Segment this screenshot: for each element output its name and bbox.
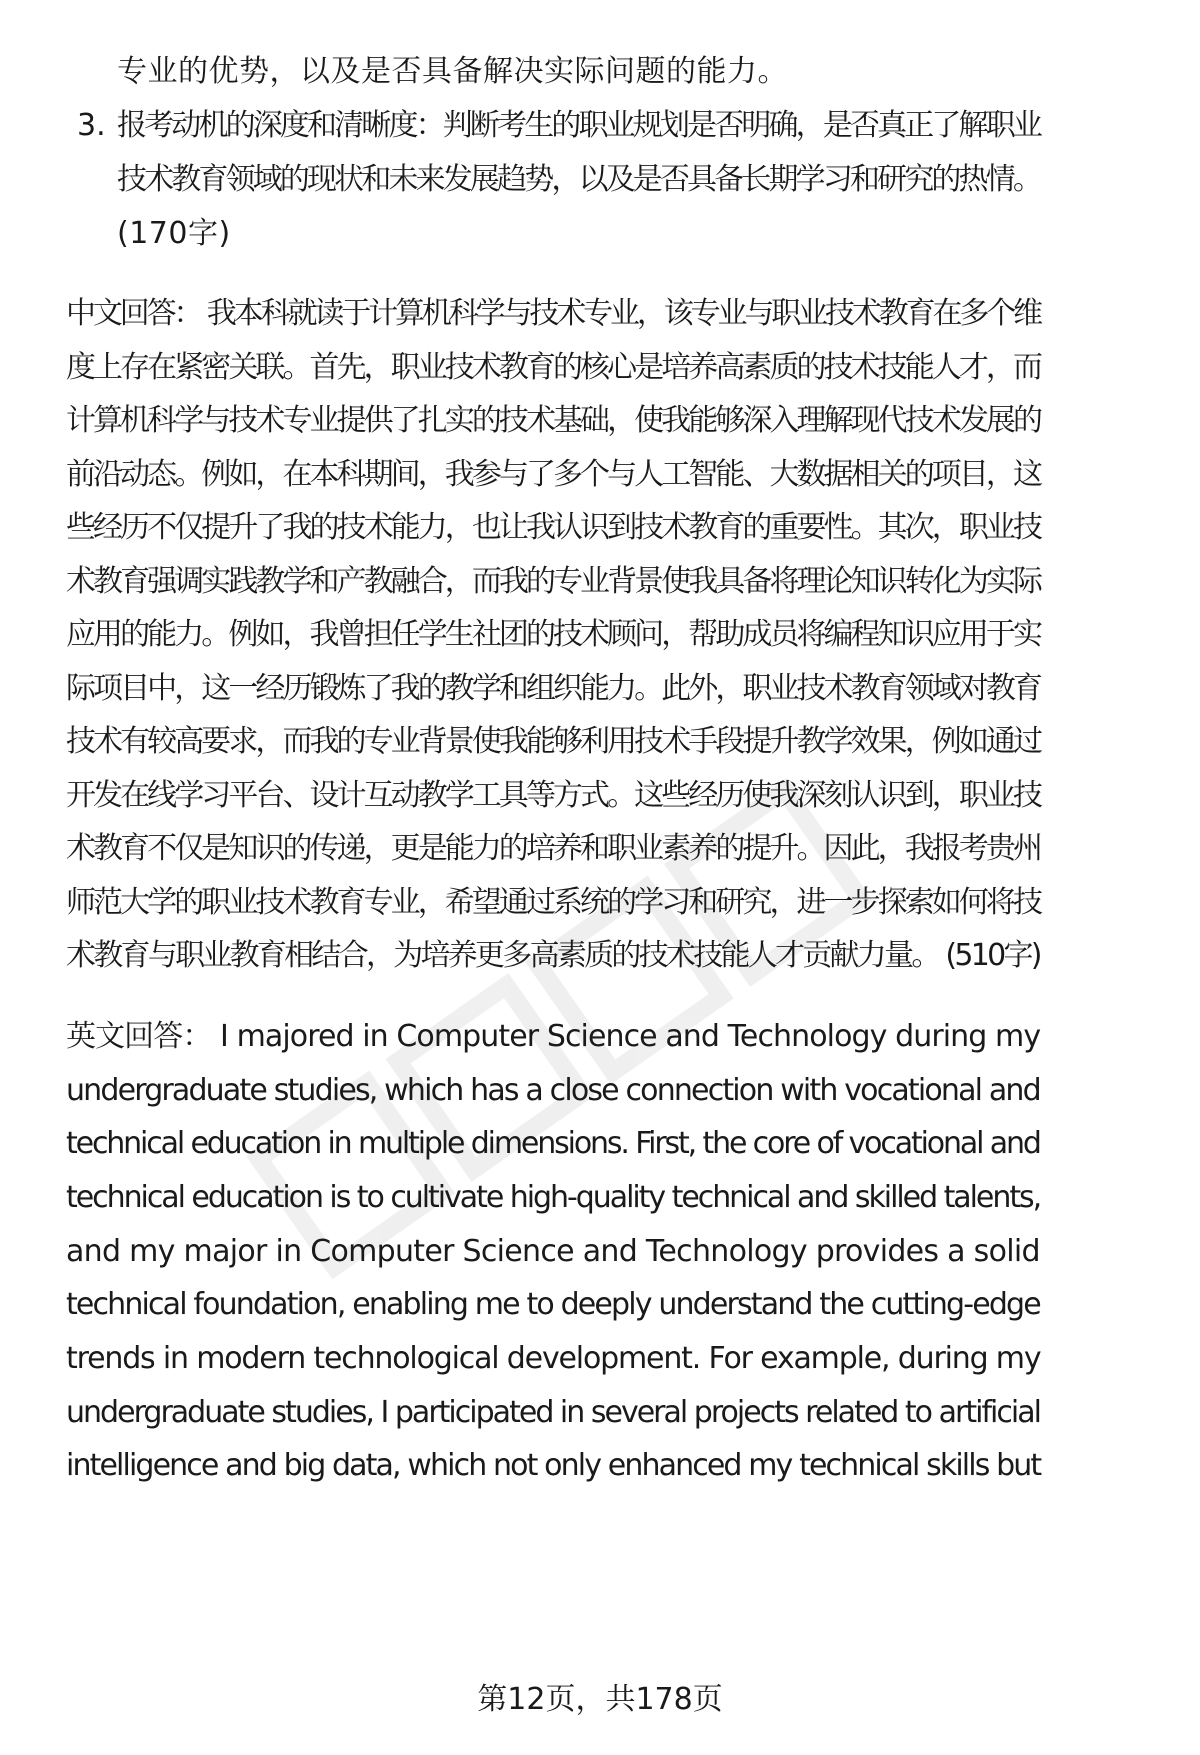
english-answer-line: intelligence and big data, which not only enhanced my technical skills but — [66, 1448, 1041, 1483]
page-number-footer: 第12页，共178页 — [477, 1682, 723, 1717]
chinese-answer-line: 师范大学的职业技术教育专业，希望通过系统的学习和研究，进一步探索如何将技 — [66, 885, 1040, 920]
chinese-answer-line: 术教育强调实践教学和产教融合，而我的专业背景使我具备将理论知识转化为实际 — [66, 564, 1040, 599]
english-answer-line: technical education in multiple dimensions. First, the core of vocational and — [66, 1126, 1040, 1161]
english-answer-line: undergraduate studies, which has a close connection with vocational and — [66, 1073, 1040, 1108]
chinese-answer-line: 计算机科学与技术专业提供了扎实的技术基础，使我能够深入理解现代技术发展的 — [66, 403, 1040, 438]
list-item-2-tail: 专业的优势，以及是否具备解决实际问题的能力。 — [117, 54, 788, 89]
english-answer-line: undergraduate studies, I participated in several projects related to artificial — [66, 1395, 1040, 1430]
english-answer-line: 英文回答： I majored in Computer Science and Technology during my — [66, 1019, 1041, 1054]
chinese-answer-line: 应用的能力。例如，我曾担任学生社团的技术顾问，帮助成员将编程知识应用于实 — [66, 617, 1040, 652]
english-answer-line: and my major in Computer Science and Technology provides a solid — [66, 1234, 1040, 1269]
english-answer-line: trends in modern technological development. For example, during my — [66, 1341, 1041, 1376]
chinese-answer-line: 术教育与职业教育相结合，为培养更多高素质的技术技能人才贡献力量。 (510字) — [66, 938, 1040, 973]
chinese-answer-line: 些经历不仅提升了我的技术能力，也让我认识到技术教育的重要性。其次，职业技 — [66, 510, 1040, 545]
chinese-answer-line: 前沿动态。例如，在本科期间，我参与了多个与人工智能、大数据相关的项目，这 — [66, 457, 1040, 492]
chinese-answer-line: 技术有较高要求，而我的专业背景使我能够利用技术手段提升教学效果，例如通过 — [66, 724, 1040, 759]
list-item-3-line: 技术教育领域的现状和未来发展趋势，以及是否具备长期学习和研究的热情。 — [117, 162, 1040, 197]
chinese-answer-line: 术教育不仅是知识的传递，更是能力的培养和职业素养的提升。因此，我报考贵州 — [66, 831, 1040, 866]
chinese-answer-line: 际项目中，这一经历锻炼了我的教学和组织能力。此外，职业技术教育领域对教育 — [66, 671, 1040, 706]
list-item-3-line: 报考动机的深度和清晰度：判断考生的职业规划是否明确，是否真正了解职业 — [117, 108, 1040, 143]
list-item-3-line: (170字) — [117, 216, 231, 251]
english-answer-line: technical education is to cultivate high-quality technical and skilled talents, — [66, 1180, 1041, 1215]
english-answer-line: technical foundation, enabling me to deeply understand the cutting-edge — [66, 1287, 1040, 1322]
chinese-answer-line: 中文回答： 我本科就读于计算机科学与技术专业，该专业与职业技术教育在多个维 — [66, 296, 1041, 331]
chinese-answer-line: 度上存在紧密关联。首先，职业技术教育的核心是培养高素质的技术技能人才，而 — [66, 350, 1040, 385]
list-item-3-number: 3. — [77, 108, 106, 143]
chinese-answer-line: 开发在线学习平台、设计互动教学工具等方式。这些经历使我深刻认识到，职业技 — [66, 778, 1040, 813]
